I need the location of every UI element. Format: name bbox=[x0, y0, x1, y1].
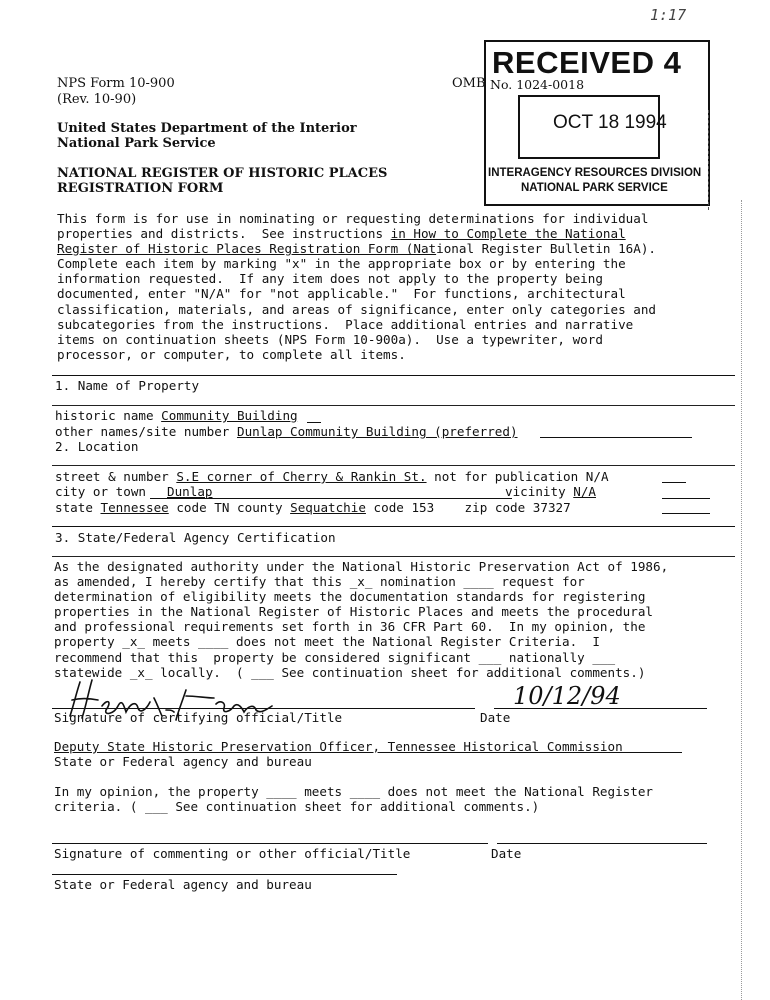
state-label: state bbox=[55, 500, 101, 515]
scan-edge-mark bbox=[708, 110, 710, 210]
county-code-label: code bbox=[373, 500, 412, 515]
certification-line: property _x_ meets ____ does not meet the National Register Criteria. I bbox=[54, 634, 600, 650]
historic-name-value: Community Building bbox=[161, 408, 298, 423]
state-value: Tennessee bbox=[100, 500, 169, 515]
fill-line bbox=[307, 422, 321, 423]
omb-number: No. 1024-0018 bbox=[490, 77, 585, 92]
comment-signature-label: Signature of commenting or other official/Title bbox=[54, 846, 411, 861]
street-value: S.E corner of Cherry & Rankin St. bbox=[176, 469, 427, 484]
date-label: Date bbox=[480, 710, 511, 725]
comment-agency-label: State or Federal agency and bureau bbox=[54, 877, 312, 892]
street-row bbox=[55, 469, 609, 484]
scan-edge-mark bbox=[741, 200, 743, 1000]
section1-heading: 1. Name of Property bbox=[55, 378, 200, 393]
intro-text: ional Register Bulletin 16A). bbox=[436, 241, 656, 257]
stamp-division-line1: INTERAGENCY RESOURCES DIVISION bbox=[488, 167, 702, 179]
opinion-line: In my opinion, the property ____ meets ____ does not meet the National Register bbox=[54, 784, 653, 799]
stamp-division-line2: NATIONAL PARK SERVICE bbox=[521, 182, 668, 194]
fill-line bbox=[662, 498, 710, 499]
county-code-value: 153 bbox=[411, 500, 435, 515]
agency-value: Deputy State Historic Preservation Officer, Tennessee Historical Commission bbox=[54, 739, 623, 754]
instructions-reference: Register of Historic Places Registration Form (Nat bbox=[57, 241, 437, 257]
section2-heading: 2. Location bbox=[55, 439, 139, 454]
not-for-publication-value: N/A bbox=[585, 469, 609, 484]
state-code-label: code bbox=[176, 500, 215, 515]
signature-label: Signature of certifying official/Title bbox=[54, 710, 343, 725]
intro-line: This form is for use in nominating or requesting determinations for individual bbox=[57, 211, 649, 226]
certification-line: determination of eligibility meets the documentation standards for registering bbox=[54, 589, 646, 605]
intro-line: classification, materials, and areas of significance, enter only categories and bbox=[57, 301, 656, 317]
certification-line: recommend that this property be considered significant ___ nationally ___ bbox=[54, 649, 616, 665]
omb-label: OMB bbox=[452, 76, 486, 91]
historic-name-label: historic name bbox=[55, 408, 162, 423]
intro-line: documented, enter "N/A" for "not applicable." For functions, architectural bbox=[57, 286, 626, 302]
intro-line: information requested. If any item does not apply to the property being bbox=[57, 271, 603, 287]
intro-line bbox=[57, 226, 656, 241]
vicinity-label: vicinity bbox=[505, 484, 574, 499]
fill-line bbox=[540, 437, 692, 438]
certification-line: properties in the National Register of Historic Places and meets the procedural bbox=[54, 604, 653, 620]
fill-line bbox=[618, 752, 682, 753]
county-value: Sequatchie bbox=[290, 500, 366, 515]
not-for-publication-label: not for publication bbox=[434, 469, 586, 484]
service-name: National Park Service bbox=[57, 136, 216, 151]
intro-paragraph bbox=[57, 211, 656, 362]
city-row bbox=[55, 484, 154, 499]
intro-line: items on continuation sheets (NPS Form 10-900a). Use a typewriter, word bbox=[57, 331, 603, 347]
zip-value: 37327 bbox=[532, 500, 571, 515]
section-divider bbox=[52, 405, 735, 406]
other-names-row bbox=[55, 424, 518, 439]
form-revision: (Rev. 10-90) bbox=[57, 92, 137, 107]
comment-agency-line bbox=[52, 874, 397, 875]
comment-date-label: Date bbox=[491, 846, 522, 861]
instructions-reference: in How to Complete the National bbox=[390, 226, 626, 242]
intro-line bbox=[57, 241, 656, 256]
county-label: county bbox=[237, 500, 291, 515]
date-line bbox=[494, 708, 707, 709]
certification-date-value: 10/12/94 bbox=[513, 682, 621, 710]
form-title-line1: NATIONAL REGISTER OF HISTORIC PLACES bbox=[57, 166, 388, 181]
other-names-label: other names/site number bbox=[55, 424, 237, 439]
certification-line: and professional requirements set forth in 36 CFR Part 60. In my opinion, the bbox=[54, 619, 646, 635]
city-label: city or town bbox=[55, 484, 154, 499]
department-name: United States Department of the Interior bbox=[57, 121, 357, 136]
stamp-received-text: RECEIVED 4 bbox=[492, 45, 682, 80]
certification-line: As the designated authority under the National Historic Preservation Act of 1986, bbox=[54, 559, 669, 574]
certification-line: as amended, I hereby certify that this _x_ nomination ____ request for bbox=[54, 574, 585, 590]
city-value: Dunlap bbox=[167, 484, 213, 499]
fill-line bbox=[150, 498, 512, 499]
comment-signature-line bbox=[52, 843, 488, 844]
certification-line: statewide _x_ locally. ( ___ See continuation sheet for additional comments.) bbox=[54, 664, 646, 680]
historic-name-row bbox=[55, 408, 298, 423]
section-divider bbox=[52, 526, 735, 527]
state-row bbox=[55, 500, 571, 515]
signature-line bbox=[52, 708, 475, 709]
intro-line: subcategories from the instructions. Place additional entries and narrative bbox=[57, 316, 634, 332]
intro-text: properties and districts. See instructions bbox=[57, 226, 391, 242]
comment-date-line bbox=[497, 843, 707, 844]
state-code-value: TN bbox=[214, 500, 230, 515]
certification-paragraph bbox=[54, 559, 668, 680]
vicinity-row bbox=[505, 484, 596, 499]
intro-line: Complete each item by marking "x" in the appropriate box or by entering the bbox=[57, 256, 626, 272]
agency-label: State or Federal agency and bureau bbox=[54, 754, 312, 769]
street-label: street & number bbox=[55, 469, 177, 484]
fill-line bbox=[662, 513, 710, 514]
fill-line bbox=[662, 482, 686, 483]
intro-line: processor, or computer, to complete all items. bbox=[57, 346, 406, 362]
form-number: NPS Form 10-900 bbox=[57, 76, 175, 91]
section3-heading: 3. State/Federal Agency Certification bbox=[55, 530, 336, 545]
section-divider bbox=[52, 375, 735, 376]
other-names-value: Dunlap Community Building (preferred) bbox=[236, 424, 518, 439]
stamp-date: OCT 18 1994 bbox=[553, 112, 667, 133]
opinion-line: criteria. ( ___ See continuation sheet for additional comments.) bbox=[54, 799, 540, 814]
form-title-line2: REGISTRATION FORM bbox=[57, 181, 224, 196]
zip-label: zip code bbox=[464, 500, 533, 515]
section-divider bbox=[52, 556, 735, 557]
section-divider bbox=[52, 465, 735, 466]
vicinity-value: N/A bbox=[573, 484, 596, 499]
corner-handwritten-mark: 1:17 bbox=[650, 6, 687, 24]
